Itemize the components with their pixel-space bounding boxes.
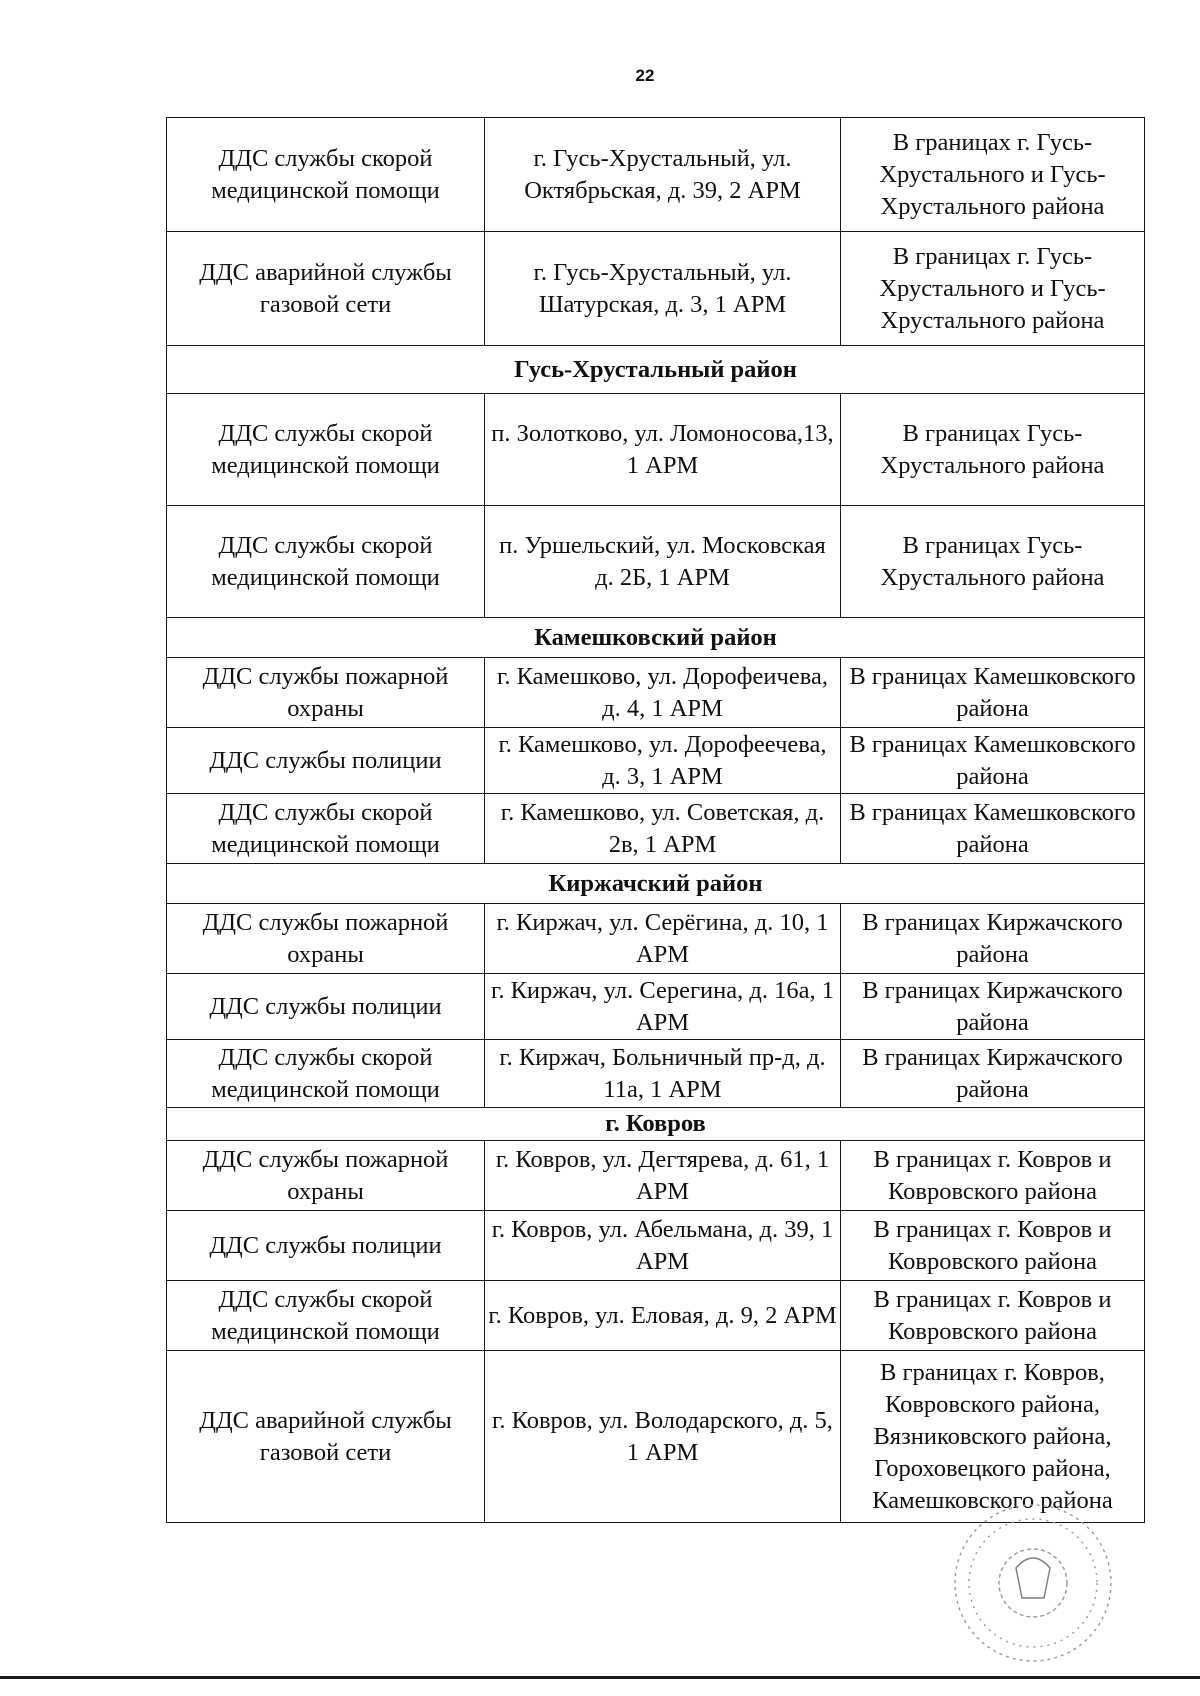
section-header-row [167, 346, 1145, 394]
address-cell: п. Уршельский, ул. Московская д. 2Б, 1 АРМ [485, 506, 841, 618]
table-row [167, 118, 1145, 232]
address-cell: г. Ковров, ул. Володарского, д. 5, 1 АРМ [485, 1351, 841, 1523]
official-seal-stamp [908, 1498, 1158, 1688]
table-row [167, 1040, 1145, 1108]
service-cell: ДДС службы скорой медицинской помощи [167, 1281, 485, 1351]
table-row [167, 1141, 1145, 1211]
address-cell: г. Киржач, ул. Серегина, д. 16а, 1 АРМ [485, 974, 841, 1040]
section-title: Гусь-Хрустальный район [167, 346, 1145, 394]
territory-cell: В границах Камешковского района [841, 728, 1145, 794]
address-cell: г. Гусь-Хрустальный, ул. Октябрьская, д. 39, 2 АРМ [485, 118, 841, 232]
service-cell: ДДС аварийной службы газовой сети [167, 232, 485, 346]
page-number: 22 [635, 66, 655, 85]
territory-cell: В границах Гусь-Хрустального района [841, 506, 1145, 618]
service-cell: ДДС аварийной службы газовой сети [167, 1351, 485, 1523]
table-row [167, 794, 1145, 864]
section-header-row [167, 1108, 1145, 1141]
territory-cell: В границах г. Ковров и Ковровского района [841, 1141, 1145, 1211]
table-row [167, 728, 1145, 794]
address-cell: г. Камешково, ул. Дорофеичева, д. 4, 1 АРМ [485, 658, 841, 728]
address-cell: г. Киржач, ул. Серёгина, д. 10, 1 АРМ [485, 904, 841, 974]
section-header-row [167, 618, 1145, 658]
address-cell: г. Киржач, Больничный пр-д, д. 11а, 1 АРМ [485, 1040, 841, 1108]
territory-cell: В границах г. Ковров, Ковровского района, Вязниковского района, Гороховецкого района, Камешковского района [841, 1351, 1145, 1523]
service-cell: ДДС службы пожарной охраны [167, 904, 485, 974]
address-cell: г. Камешково, ул. Советская, д. 2в, 1 АРМ [485, 794, 841, 864]
service-cell: ДДС службы пожарной охраны [167, 658, 485, 728]
territory-cell: В границах Киржачского района [841, 904, 1145, 974]
territory-cell: В границах г. Гусь-Хрустального и Гусь-Хрустального района [841, 118, 1145, 232]
table-row [167, 232, 1145, 346]
service-cell: ДДС службы скорой медицинской помощи [167, 506, 485, 618]
service-cell: ДДС службы скорой медицинской помощи [167, 394, 485, 506]
territory-cell: В границах г. Ковров и Ковровского района [841, 1281, 1145, 1351]
table-row [167, 904, 1145, 974]
service-cell: ДДС службы полиции [167, 728, 485, 794]
address-cell: п. Золотково, ул. Ломоносова,13, 1 АРМ [485, 394, 841, 506]
table-row [167, 506, 1145, 618]
address-cell: г. Ковров, ул. Еловая, д. 9, 2 АРМ [485, 1281, 841, 1351]
section-title: г. Ковров [167, 1108, 1145, 1141]
territory-cell: В границах Камешковского района [841, 794, 1145, 864]
service-cell: ДДС службы полиции [167, 974, 485, 1040]
service-cell: ДДС службы полиции [167, 1211, 485, 1281]
territory-cell: В границах Киржачского района [841, 1040, 1145, 1108]
table-row [167, 658, 1145, 728]
section-header-row [167, 864, 1145, 904]
address-cell: г. Ковров, ул. Абельмана, д. 39, 1 АРМ [485, 1211, 841, 1281]
service-cell: ДДС службы скорой медицинской помощи [167, 118, 485, 232]
address-cell: г. Ковров, ул. Дегтярева, д. 61, 1 АРМ [485, 1141, 841, 1211]
territory-cell: В границах Киржачского района [841, 974, 1145, 1040]
territory-cell: В границах г. Гусь-Хрустального и Гусь-Хрустального района [841, 232, 1145, 346]
address-cell: г. Камешково, ул. Дорофеечева, д. 3, 1 АРМ [485, 728, 841, 794]
table-row [167, 1281, 1145, 1351]
section-title: Киржачский район [167, 864, 1145, 904]
address-cell: г. Гусь-Хрустальный, ул. Шатурская, д. 3, 1 АРМ [485, 232, 841, 346]
services-table [166, 117, 1145, 1523]
service-cell: ДДС службы скорой медицинской помощи [167, 1040, 485, 1108]
service-cell: ДДС службы пожарной охраны [167, 1141, 485, 1211]
table-row [167, 974, 1145, 1040]
table-row [167, 1211, 1145, 1281]
table-row [167, 394, 1145, 506]
territory-cell: В границах Гусь-Хрустального района [841, 394, 1145, 506]
service-cell: ДДС службы скорой медицинской помощи [167, 794, 485, 864]
territory-cell: В границах Камешковского района [841, 658, 1145, 728]
table-row [167, 1351, 1145, 1523]
territory-cell: В границах г. Ковров и Ковровского района [841, 1211, 1145, 1281]
section-title: Камешковский район [167, 618, 1145, 658]
table-body [167, 118, 1145, 1523]
